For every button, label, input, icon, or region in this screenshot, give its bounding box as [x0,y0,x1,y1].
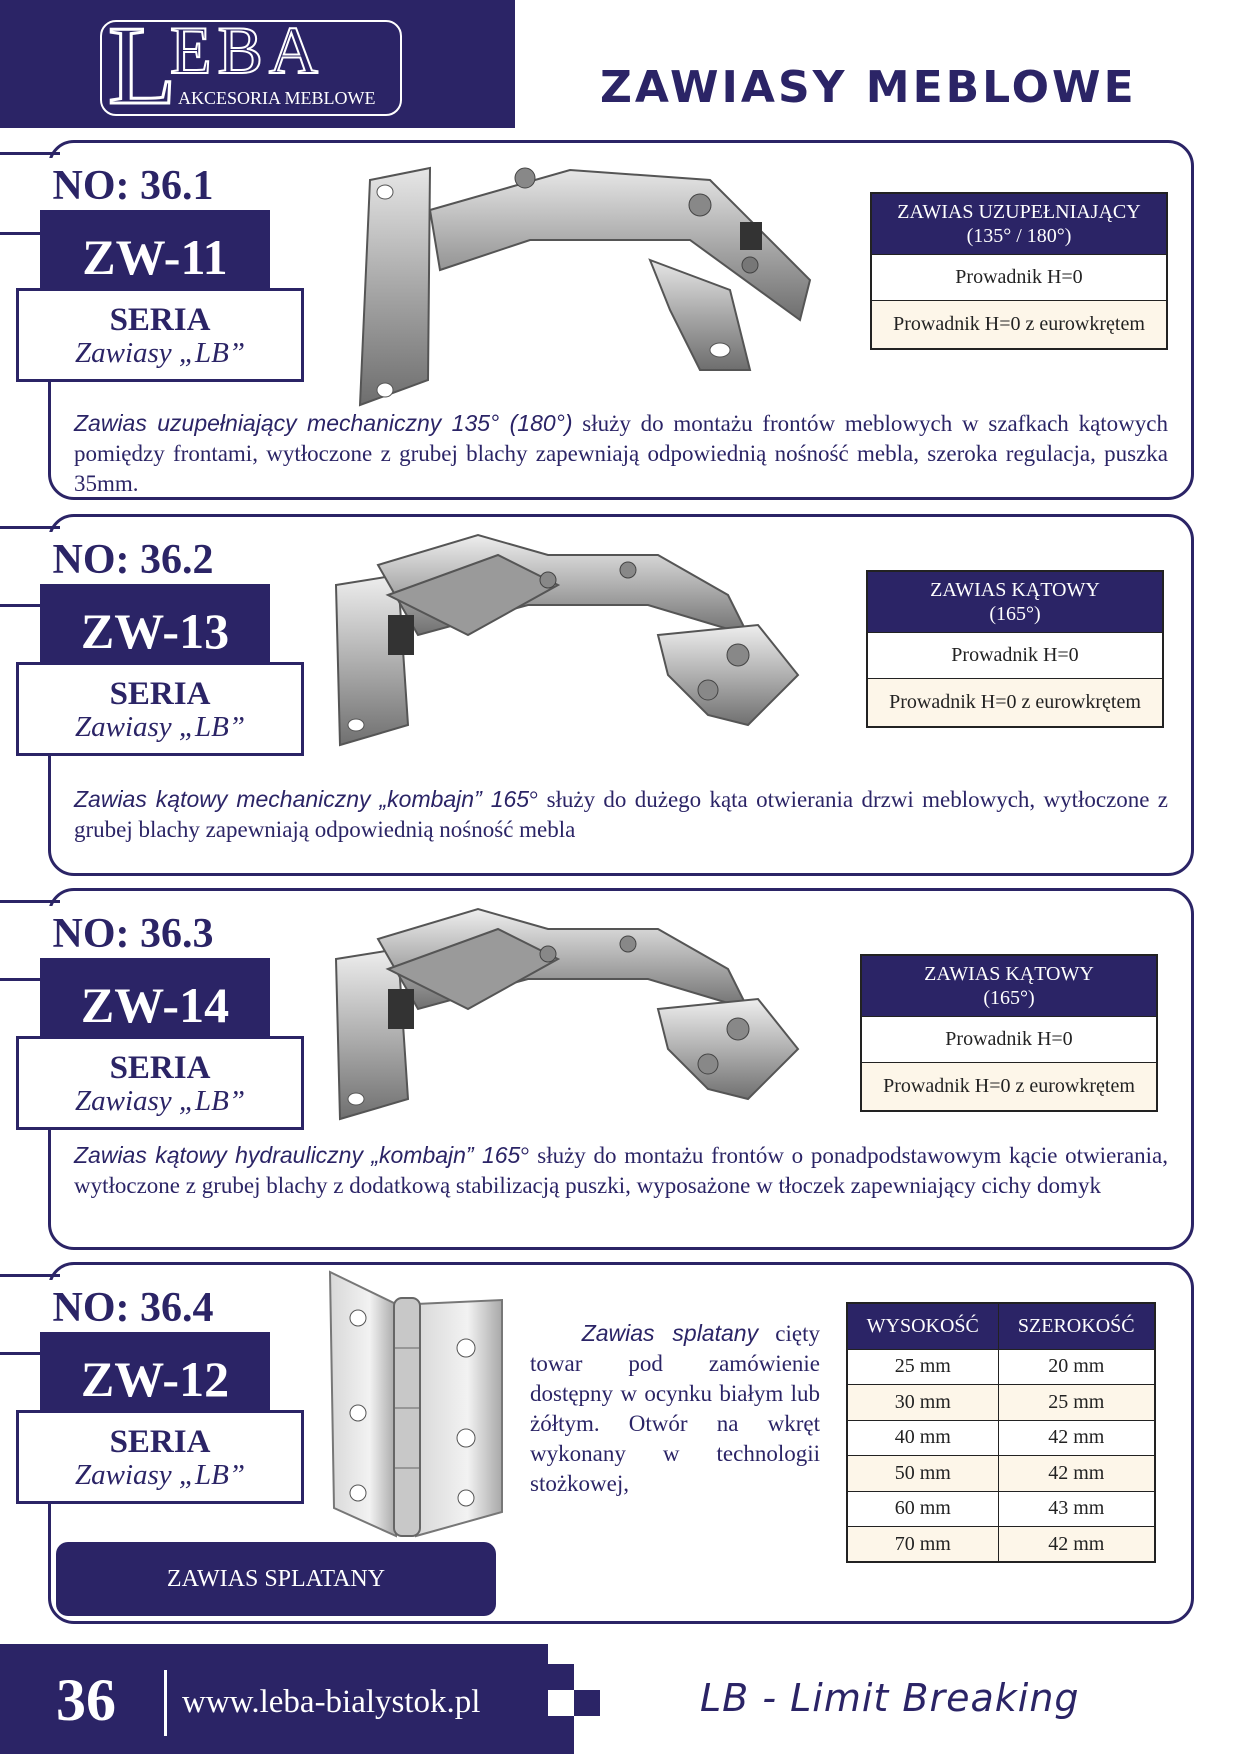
seria-subtitle: Zawiasy „LB” [74,711,246,743]
product-description [74,784,1168,845]
product-number: NO: 36.1 [38,158,228,214]
decor-square [548,1716,574,1754]
logo-letter: L [108,4,177,128]
table-header-line: ZAWIAS UZUPEŁNIAJĄCY [897,201,1141,223]
decor-square [458,66,484,92]
decor-square [574,1690,600,1716]
product-number: NO: 36.2 [38,532,228,588]
table-header-line: (135° / 180°) [966,225,1072,247]
section-rule [0,900,60,903]
seria-box [16,288,304,382]
seria-box [16,1036,304,1130]
hinge-165-mechanical-image [328,525,828,755]
table-cell: Prowadnik H=0 [867,633,1163,679]
product-code: ZW-13 [40,584,270,678]
decor-square [458,118,484,128]
size-header-width: SZEROKOŚĆ [998,1303,1155,1349]
seria-subtitle: Zawiasy „LB” [74,1085,246,1117]
description-text: cięty towar pod zamówienie dostępny w ocynku białym lub żółtym. Otwór na wkręt wykonany w technologii stożkowej, [530,1321,821,1496]
table-header-line: (165°) [983,987,1035,1009]
spec-table [866,570,1164,728]
seria-title: SERIA [109,1424,211,1460]
size-cell: 40 mm [847,1420,998,1456]
product-description [74,1140,1168,1201]
product-description [74,408,1168,499]
product-code: ZW-12 [40,1332,270,1426]
description-italic: Zawias splatany [581,1320,759,1346]
size-cell: 43 mm [998,1491,1155,1527]
page-title: ZAWIASY MEBLOWE [600,62,1137,113]
page-number: 36 [56,1667,116,1733]
size-cell: 25 mm [998,1385,1155,1421]
size-cell: 70 mm [847,1527,998,1563]
size-cell: 20 mm [998,1349,1155,1385]
size-header-height: WYSOKOŚĆ [847,1303,998,1349]
decor-square [548,1664,574,1690]
size-cell: 30 mm [847,1385,998,1421]
size-cell: 25 mm [847,1349,998,1385]
size-cell: 42 mm [998,1420,1155,1456]
butt-hinge-image [326,1268,506,1538]
seria-box [16,1410,304,1504]
description-italic: Zawias kątowy mechaniczny „kombajn” 165 [74,786,530,812]
size-cell: 42 mm [998,1527,1155,1563]
product-number: NO: 36.4 [38,1280,228,1336]
table-cell: Prowadnik H=0 z eurowkrętem [861,1063,1157,1111]
website-url: www.leba-bialystok.pl [182,1684,481,1720]
size-cell: 42 mm [998,1456,1155,1492]
size-cell: 60 mm [847,1491,998,1527]
spec-table [860,954,1158,1112]
size-cell: 50 mm [847,1456,998,1492]
logo-text: EBA [170,12,324,88]
slogan: LB - Limit Breaking [700,1676,1080,1720]
description-italic: Zawias kątowy hydrauliczny „kombajn” 165 [74,1142,521,1168]
decor-square [484,92,510,118]
table-header-line: ZAWIAS KĄTOWY [930,579,1100,601]
table-cell: Prowadnik H=0 z eurowkrętem [867,679,1163,727]
section-rule [0,526,60,529]
seria-subtitle: Zawiasy „LB” [74,1459,246,1491]
description-italic: Zawias uzupełniający mechaniczny 135° (180°) [74,410,573,436]
footer-divider [164,1670,167,1736]
description-text: ° służy do dużego kąta otwierania drzwi meblowych, wytłoczone z grubej blachy zapewniają odpowiednią nośność mebla [74,787,1168,842]
seria-title: SERIA [109,1050,211,1086]
spec-table [870,192,1168,350]
product-number: NO: 36.3 [38,906,228,962]
product-code: ZW-11 [40,210,270,304]
table-header-line: ZAWIAS KĄTOWY [924,963,1094,985]
table-cell: Prowadnik H=0 [871,255,1167,301]
description-text: ° służy do montażu frontów o ponadpodstawowym kącie otwierania, wytłoczone z grubej blachy z dodatkową stabilizacją puszki, wyposażone w tłoczek zapewniający cichy domyk [74,1143,1168,1198]
size-table [846,1302,1156,1563]
logo-subtitle: AKCESORIA MEBLOWE [178,88,376,108]
product-description [530,1318,820,1499]
zawias-splatany-label: ZAWIAS SPLATANY [56,1542,496,1616]
table-cell: Prowadnik H=0 z eurowkrętem [871,301,1167,349]
section-rule [0,152,60,155]
table-cell: Prowadnik H=0 [861,1017,1157,1063]
table-header-line: (165°) [989,603,1041,625]
section-rule [0,1274,60,1277]
description-text: służy do montażu frontów meblowych w szafkach kątowych pomiędzy frontami, wytłoczone z grubej blachy zapewniają odpowiednią nośność mebla, szeroka regulacja, puszka 35mm. [74,411,1168,496]
seria-title: SERIA [109,302,211,338]
seria-box [16,662,304,756]
product-code: ZW-14 [40,958,270,1052]
seria-title: SERIA [109,676,211,712]
hinge-165-hydraulic-image [328,899,828,1129]
seria-subtitle: Zawiasy „LB” [74,337,246,369]
hinge-135-image [330,150,850,410]
